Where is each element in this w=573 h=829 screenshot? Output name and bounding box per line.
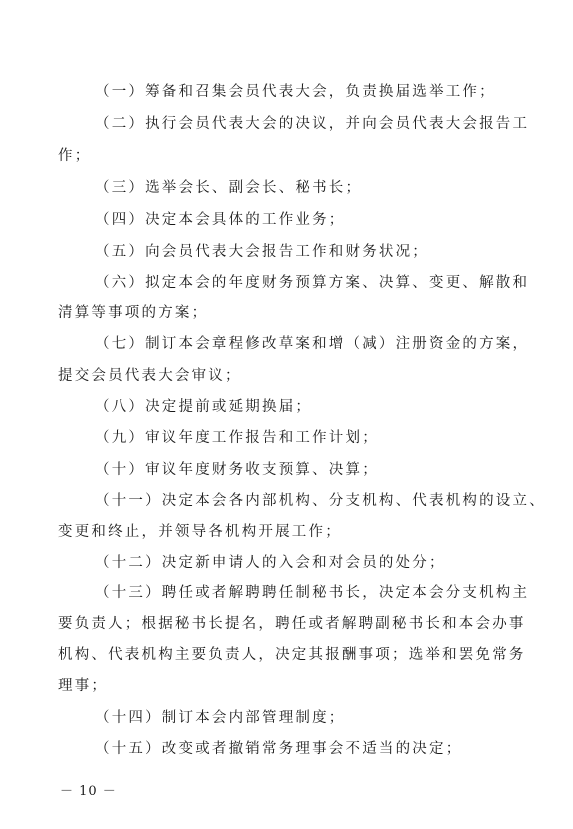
text-line: （九）审议年度工作报告和工作计划； — [95, 430, 379, 446]
text-line: （十一）决定本会各内部机构、分支机构、代表机构的设立、 — [95, 493, 546, 509]
text-line: （十五）改变或者撤销常务理事会不适当的决定； — [95, 741, 463, 757]
text-line: 清算等事项的方案； — [58, 305, 209, 321]
text-line: （六）拟定本会的年度财务预算方案、决算、变更、解散和 — [95, 275, 530, 291]
text-line: （三）选举会长、副会长、秘书长； — [95, 180, 363, 196]
text-line: 机构、代表机构主要负责人，决定其报酬事项；选举和罢免常务 — [58, 647, 526, 663]
text-line: （一）筹备和召集会员代表大会，负责换届选举工作； — [95, 84, 496, 100]
text-line: （五）向会员代表大会报告工作和财务状况； — [95, 244, 429, 260]
text-line: （七）制订本会章程修改草案和增（减）注册资金的方案， — [95, 336, 530, 352]
text-line: （十）审议年度财务收支预算、决算； — [95, 462, 379, 478]
page-number: － 10 － — [60, 784, 117, 799]
text-line: （十四）制订本会内部管理制度； — [95, 710, 346, 726]
text-line: 提交会员代表大会审议； — [58, 368, 242, 384]
text-line: （四）决定本会具体的工作业务； — [95, 212, 346, 228]
text-line: 变更和终止，并领导各机构开展工作； — [58, 524, 342, 540]
text-line: （二）执行会员代表大会的决议，并向会员代表大会报告工 — [95, 116, 530, 132]
text-line: 理事； — [58, 678, 109, 694]
text-line: （十二）决定新申请人的入会和对会员的处分； — [95, 555, 446, 571]
text-line: （八）决定提前或延期换届； — [95, 399, 313, 415]
text-line: 作； — [58, 148, 92, 164]
text-line: （十三）聘任或者解聘聘任制秘书长，决定本会分支机构主 — [95, 585, 530, 601]
text-line: 要负责人；根据秘书长提名，聘任或者解聘副秘书长和本会办事 — [58, 616, 526, 632]
